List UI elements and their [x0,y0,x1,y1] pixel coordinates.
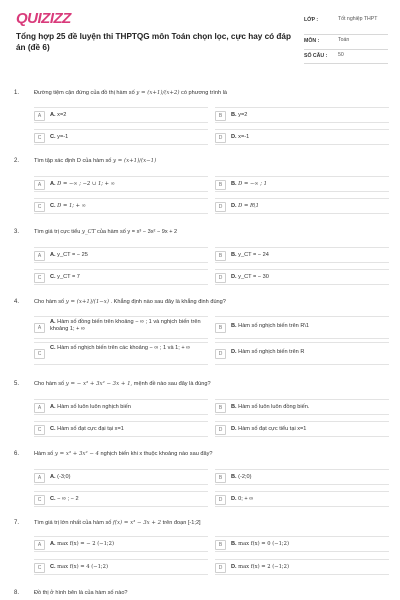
question-prefix: Đồ thị ở hình bên là của hàm số nào? [34,590,128,596]
question-math: y_CT [81,229,96,235]
meta-value: Toán [338,37,350,43]
option-text: A. Hàm số luôn luôn nghịch biến [50,404,131,410]
question-text [34,381,211,387]
question-text [34,451,213,457]
question-text [34,229,177,235]
option-text: B. Hàm số luôn luôn đồng biến. [231,404,310,410]
option-text: D. max f(x) = 2 (−1;2) [231,564,289,570]
meta-key: LỚP : [304,17,319,23]
question-suffix: của hàm số y = x³ − 3x² − 9x + 2 [96,229,178,235]
option-c[interactable] [34,198,208,214]
option-c[interactable] [34,421,208,437]
question-suffix: nghịch biến khi x thuộc khoảng nào sau đây? [100,451,213,457]
option-b[interactable] [215,536,389,552]
option-text: B. y=2 [231,112,248,118]
option-letter-box: D [215,425,226,435]
option-c[interactable] [34,559,208,575]
option-a[interactable] [34,469,208,485]
option-a[interactable] [34,107,208,123]
meta-value: Tốt nghiệp THPT [338,16,378,22]
question-math: y = (x+1)/(1−x) [65,299,109,305]
meta-row-grade [304,14,388,35]
option-text: B. Hàm số nghịch biến trên R\1 [231,323,310,329]
option-b[interactable] [215,176,389,192]
option-d[interactable] [215,491,389,507]
quizizz-logo: QUIZIZZ [16,10,71,27]
option-b[interactable] [215,469,389,485]
option-letter-box: C [34,273,45,283]
option-b[interactable] [215,399,389,415]
question-prefix: Tìm giá trị lớn nhất của hàm số [34,520,112,526]
option-b[interactable] [215,247,389,263]
option-d[interactable] [215,129,389,145]
option-a[interactable] [34,316,208,339]
question-text [34,520,201,526]
option-a[interactable] [34,176,208,192]
option-letter-box: D [215,273,226,283]
option-letter-box: B [215,403,226,413]
question-text [34,158,156,164]
option-text: C. y=-1 [50,134,69,140]
question-math: y = (x+1)/(x−1) [112,158,157,164]
option-text: B. D = −∞ ; 1 [231,181,267,187]
option-text: C. max f(x) = 4 (−1;2) [50,564,108,570]
option-letter-box: B [215,323,226,333]
question-text [34,299,226,305]
option-c[interactable] [34,342,208,365]
option-c[interactable] [34,129,208,145]
meta-row-subject [304,35,388,50]
option-letter-box: D [215,563,226,573]
option-letter-box: D [215,202,226,212]
option-a[interactable] [34,399,208,415]
question-prefix: Hàm số [34,451,54,457]
option-d[interactable] [215,421,389,437]
option-c[interactable] [34,491,208,507]
option-letter-box: D [215,349,226,359]
option-letter-box: A [34,403,45,413]
option-text: D. 0; + ∞ [231,496,254,502]
option-text: C. Hàm số đạt cực đại tại x=1 [50,426,124,432]
option-text: B. y_CT = − 24 [231,252,269,258]
option-letter-box: B [215,251,226,261]
option-text: A. D = −∞ ; −2 ∪ 1; + ∞ [50,181,115,187]
option-text: D. Hàm số đạt cực tiểu tại x=1 [231,426,307,432]
question-math: y = x³ + 3x² − 4 [54,451,99,457]
option-c[interactable] [34,269,208,285]
meta-key: SỐ CÂU : [304,53,328,59]
question-prefix: Tìm tập xác định D của hàm số [34,158,112,164]
question-number: 2. [14,158,20,164]
option-text: A. x=2 [50,112,67,118]
option-text: A. y_CT = − 25 [50,252,88,258]
question-number: 6. [14,451,20,457]
question-prefix: Đường tiệm cận đứng của đồ thị hàm số [34,90,135,96]
option-d[interactable] [215,342,389,365]
option-letter-box: C [34,425,45,435]
question-number: 3. [14,229,20,235]
question-suffix: . Khẳng định nào sau đây là khẳng đinh đúng? [110,299,226,305]
option-letter-box: B [215,540,226,550]
question-number: 5. [14,381,20,387]
option-a[interactable] [34,247,208,263]
option-text: C. y_CT = 7 [50,274,80,280]
worksheet-meta [304,14,388,64]
option-text: C. − ∞ ; − 2 [50,496,79,502]
option-text: C. D = 1; + ∞ [50,203,86,209]
question-number: 7. [14,520,20,526]
question-prefix: Cho hàm số [34,299,65,305]
question-number: 8. [14,590,20,596]
question-suffix: có phương trình là [181,90,228,96]
question-math: y = − x³ + 3x² − 3x + 1, [65,381,133,387]
option-text: D. y_CT = − 30 [231,274,269,280]
option-letter-box: C [34,563,45,573]
question-math: y = (x+1)/(x+2) [136,90,180,96]
option-letter-box: A [34,180,45,190]
option-letter-box: B [215,473,226,483]
option-text: B. (-2;0) [231,474,252,480]
option-text: D. Hàm số nghịch biến trên R [231,349,305,355]
option-text: A. (-3;0) [50,474,71,480]
option-letter-box: B [215,180,226,190]
option-letter-box: B [215,111,226,121]
option-letter-box: D [215,495,226,505]
option-letter-box: A [34,540,45,550]
option-d[interactable] [215,559,389,575]
question-number: 1. [14,90,20,96]
option-letter-box: C [34,202,45,212]
option-letter-box: A [34,251,45,261]
worksheet-header [0,0,400,78]
option-text: D. D = R\1 [231,203,259,209]
question-suffix: mệnh đề nào sau đây là đúng? [133,381,211,387]
meta-value: 50 [338,52,344,58]
option-text: D. x=-1 [231,134,250,140]
option-text: A. Hàm số đồng biến trên khoảng − ∞ ; 1 và nghịch biến trên khoảng 1; + ∞ [50,319,201,332]
option-b[interactable] [215,316,389,339]
option-d[interactable] [215,198,389,214]
meta-row-count [304,50,388,64]
option-letter-box: D [215,133,226,143]
meta-key: MÔN : [304,38,320,44]
question-prefix: Cho hàm số [34,381,65,387]
option-text: C. Hàm số nghịch biến trên các khoảng − ∞ ; 1 và 1; + ∞ [50,345,191,351]
option-letter-box: A [34,111,45,121]
option-letter-box: A [34,473,45,483]
option-text: B. max f(x) = 0 (−1;2) [231,541,289,547]
option-a[interactable] [34,536,208,552]
question-number: 4. [14,299,20,305]
question-text [34,90,227,96]
question-prefix: Tìm giá trị cực tiểu [34,229,81,235]
question-text [34,590,128,596]
option-b[interactable] [215,107,389,123]
option-letter-box: C [34,133,45,143]
option-letter-box: C [34,349,45,359]
worksheet-title: Tổng hợp 25 đề luyện thi THPTQG môn Toán chọn lọc, cực hay có đáp án (đề 6) [16,32,291,52]
option-text: A. max f(x) = − 2 (−1;2) [50,541,114,547]
option-d[interactable] [215,269,389,285]
option-letter-box: C [34,495,45,505]
question-suffix: trên đoạn [-1;2] [162,520,201,526]
option-letter-box: A [34,323,45,333]
question-math: f(x) = x³ − 3x + 2 [112,520,162,526]
